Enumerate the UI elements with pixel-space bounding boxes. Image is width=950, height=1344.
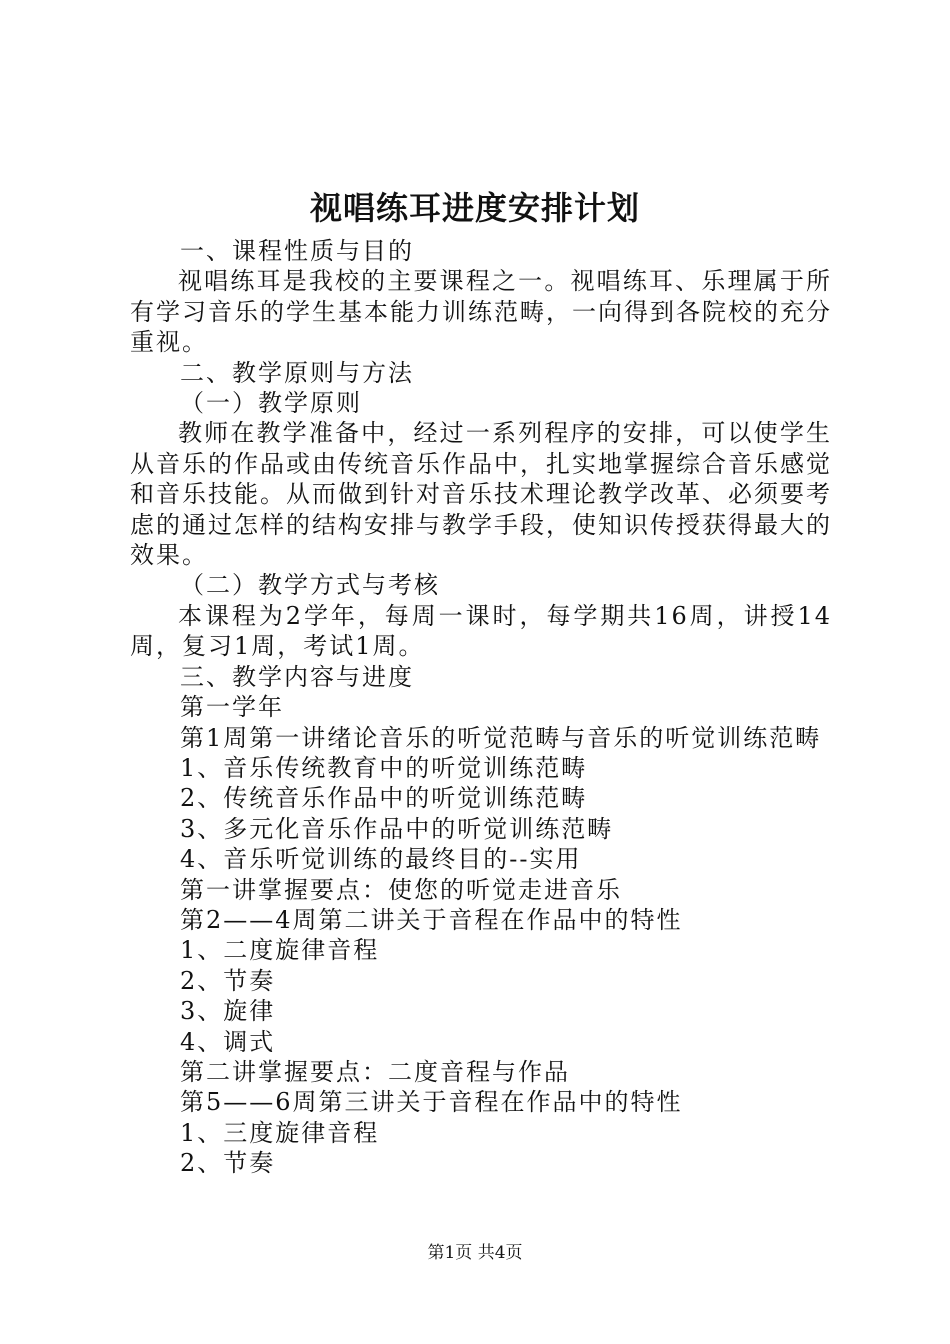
list-line: 第2——4周第二讲关于音程在作品中的特性: [180, 905, 683, 934]
list-line: 1、三度旋律音程: [180, 1118, 380, 1147]
list-line: 3、旋律: [180, 997, 276, 1026]
list-line: 4、调式: [180, 1027, 276, 1056]
paragraph: 视唱练耳是我校的主要课程之一。视唱练耳、乐理属于所有学习音乐的学生基本能力训练范畴，一向得到各院校的充分重视。: [130, 267, 832, 357]
subsection-heading: （二）教学方式与考核: [180, 571, 440, 600]
list-line: 第一学年: [180, 693, 284, 722]
list-line: 1、二度旋律音程: [180, 936, 380, 965]
list-line: 第二讲掌握要点：二度音程与作品: [180, 1057, 570, 1086]
list-line: 1、音乐传统教育中的听觉训练范畴: [180, 753, 588, 782]
section-heading: 二、教学原则与方法: [180, 358, 414, 387]
list-line: 第一讲掌握要点：使您的听觉走进音乐: [180, 875, 622, 904]
list-line: 2、节奏: [180, 1149, 276, 1178]
paragraph: 本课程为2学年，每周一课时，每学期共16周，讲授14周，复习1周，考试1周。: [130, 601, 832, 661]
document-body: [130, 236, 832, 1179]
list-line: 2、节奏: [180, 966, 276, 995]
section-heading: 一、课程性质与目的: [180, 237, 414, 265]
list-line: 第1周第一讲绪论音乐的听觉范畴与音乐的听觉训练范畴: [180, 723, 822, 752]
list-line: 第5——6周第三讲关于音程在作品中的特性: [180, 1088, 683, 1117]
paragraph: 教师在教学准备中，经过一系列程序的安排，可以使学生从音乐的作品或由传统音乐作品中，扎实地掌握综合音乐感觉和音乐技能。从而做到针对音乐技术理论教学改革、必须要考虑的通过怎样的结构安排与教学手段，使知识传授获得最大的效果。: [130, 419, 832, 570]
list-line: 4、音乐听觉训练的最终目的--实用: [180, 845, 582, 874]
section-heading: 三、教学内容与进度: [180, 662, 414, 691]
subsection-heading: （一）教学原则: [180, 389, 362, 418]
list-line: 2、传统音乐作品中的听觉训练范畴: [180, 784, 588, 813]
document-title: 视唱练耳进度安排计划: [309, 189, 640, 227]
page-footer: 第1页 共4页: [427, 1243, 523, 1263]
list-line: 3、多元化音乐作品中的听觉训练范畴: [180, 814, 614, 843]
